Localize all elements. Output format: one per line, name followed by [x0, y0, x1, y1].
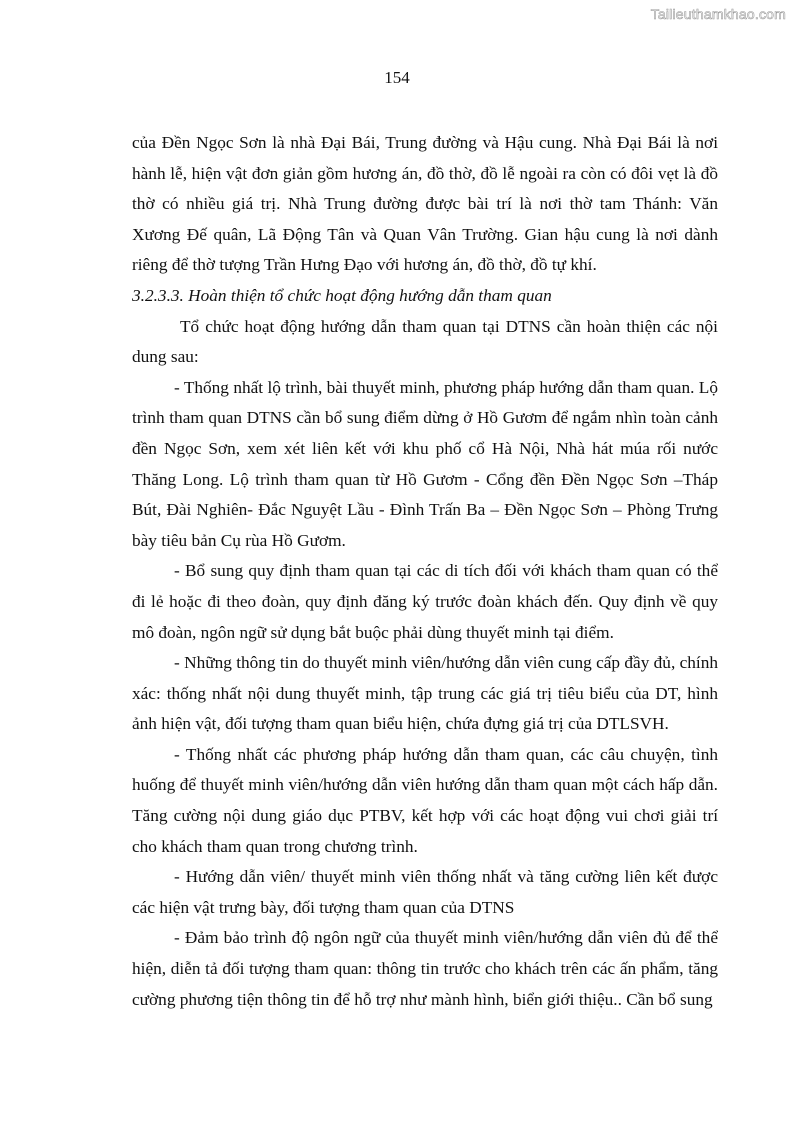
section-heading: 3.2.3.3. Hoàn thiện tổ chức hoạt động hướng dẫn tham quan	[132, 285, 552, 305]
list-item-information: - Những thông tin do thuyết minh viên/hướng dẫn viên cung cấp đầy đủ, chính xác: thống nhất nội dung thuyết minh, tập trung các giá trị tiêu biểu của DT, hình ảnh hiện vật, đối tượng tham quan biểu hiện, chứa đựng giá trị của DTLSVH.	[132, 653, 718, 734]
document-body	[132, 128, 718, 1015]
watermark: Tailieuthamkhao.com	[650, 6, 786, 22]
list-item-methods: - Thống nhất các phương pháp hướng dẫn tham quan, các câu chuyện, tình huống để thuyết minh viên/hướng dẫn viên hướng dẫn tham quan một cách hấp dẫn. Tăng cường nội dung giáo dục PTBV, kết hợp với các hoạt động vui chơi giải trí cho khách tham quan trong chương trình.	[132, 744, 718, 856]
paragraph-temple-description: của Đền Ngọc Sơn là nhà Đại Bái, Trung đường và Hậu cung. Nhà Đại Bái là nơi hành lễ, hiện vật đơn giản gồm hương án, đồ thờ, đồ lễ ngoài ra còn có đôi vẹt là đồ thờ có nhiều giá trị. Nhà Trung đường được bài trí là nơi thờ tam Thánh: Văn Xương Đế quân, Lã Động Tân và Quan Vân Trường. Gian hậu cung là nơi dành riêng để thờ tượng Trần Hưng Đạo với hương án, đồ thờ, đồ tự khí.	[132, 133, 718, 275]
list-item-guides-linkage: - Hướng dẫn viên/ thuyết minh viên thống nhất và tăng cường liên kết được các hiện vật trưng bày, đối tượng tham quan của DTNS	[132, 867, 718, 917]
list-item-regulations: - Bổ sung quy định tham quan tại các di tích đối với khách tham quan có thể đi lẻ hoặc đi theo đoàn, quy định đăng ký trước đoàn khách đến. Quy định về quy mô đoàn, ngôn ngữ sử dụng bắt buộc phải dùng thuyết minh tại điểm.	[132, 561, 718, 642]
list-item-language: - Đảm bảo trình độ ngôn ngữ của thuyết minh viên/hướng dẫn viên đủ để thể hiện, diễn tả đối tượng tham quan: thông tin trước cho khách trên các ấn phẩm, tăng cường phương tiện thông tin để hỗ trợ như mành hình, biển giới thiệu.. Cần bổ sung	[132, 928, 718, 1009]
page-number: 154	[384, 68, 410, 87]
paragraph-intro: Tổ chức hoạt động hướng dẫn tham quan tại DTNS cần hoàn thiện các nội dung sau:	[132, 316, 718, 367]
list-item-route: - Thống nhất lộ trình, bài thuyết minh, phương pháp hướng dẫn tham quan. Lộ trình tham quan DTNS cần bổ sung điểm dừng ở Hồ Gươm để ngắm nhìn toàn cảnh đền Ngọc Sơn, xem xét liên kết với khu phố cổ Hà Nội, Nhà hát múa rối nước Thăng Long. Lộ trình tham quan từ Hồ Gươm - Cổng đền Đền Ngọc Sơn –Tháp Bút, Đài Nghiên- Đắc Nguyệt Lầu - Đình Trấn Ba – Đền Ngọc Sơn – Phòng Trưng bày tiêu bản Cụ rùa Hồ Gươm.	[132, 377, 718, 550]
